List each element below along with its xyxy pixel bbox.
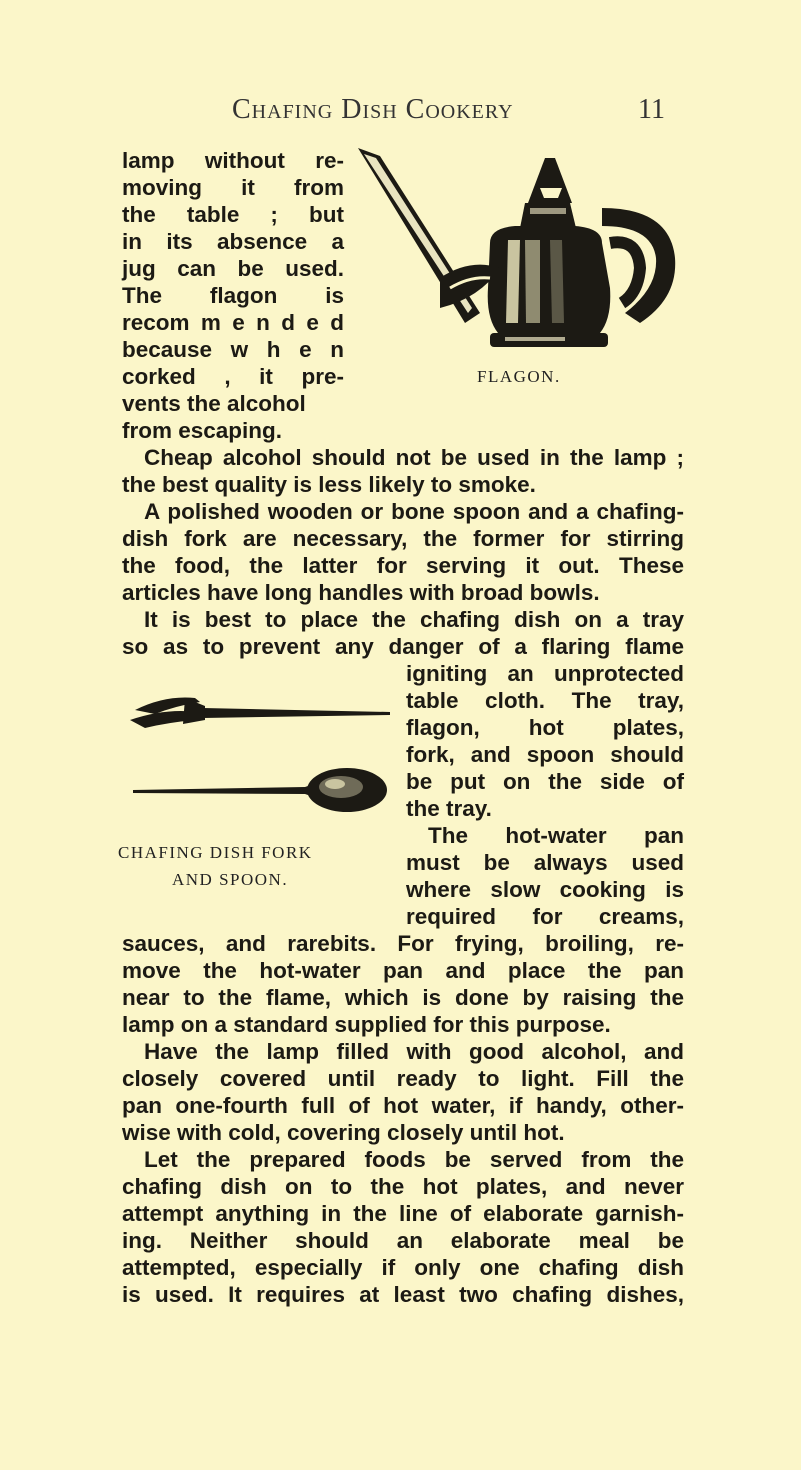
text-line: It is best to place the chafing dish on a tray	[144, 607, 684, 632]
text-line: vents the alcohol	[122, 391, 306, 416]
running-header-title: Chafing Dish Cookery	[232, 94, 514, 125]
text-line: corked , it pre-	[122, 364, 344, 389]
text-line: closely covered until ready to light. Fill the	[122, 1066, 684, 1091]
text-line: is used. It requires at least two chafing dishes,	[122, 1282, 684, 1307]
text-line: pan one-fourth full of hot water, if handy, other-	[122, 1093, 684, 1118]
fork-spoon-caption-line2: AND SPOON.	[172, 870, 289, 889]
text-line: The hot-water pan	[428, 823, 684, 848]
text-line: The flagon is	[122, 283, 344, 308]
page-number: 11	[638, 94, 665, 125]
text-line: the best quality is less likely to smoke.	[122, 472, 536, 497]
fork-and-spoon-illustration-icon	[125, 690, 395, 820]
text-line: the food, the latter for serving it out. These	[122, 553, 684, 578]
text-line: move the hot-water pan and place the pan	[122, 958, 684, 983]
text-line: attempt anything in the line of elaborate garnish-	[122, 1201, 684, 1226]
text-line: recom m e n d e d	[122, 310, 344, 335]
text-line: ing. Neither should an elaborate meal be	[122, 1228, 684, 1253]
text-line: near to the flame, which is done by raising the	[122, 985, 684, 1010]
text-line: be put on the side of	[406, 769, 684, 794]
text-line: attempted, especially if only one chafing dish	[122, 1255, 684, 1280]
text-line: lamp without re-	[122, 148, 344, 173]
text-line: articles have long handles with broad bowls.	[122, 580, 600, 605]
flagon-caption: FLAGON.	[477, 367, 561, 386]
fork-spoon-caption-line1: CHAFING DISH FORK	[118, 843, 313, 862]
text-line: lamp on a standard supplied for this purpose.	[122, 1012, 611, 1037]
text-line: A polished wooden or bone spoon and a chafing-	[144, 499, 684, 524]
text-line: moving it from	[122, 175, 344, 200]
text-line: where slow cooking is	[406, 877, 684, 902]
text-line: required for creams,	[406, 904, 684, 929]
text-line: chafing dish on to the hot plates, and never	[122, 1174, 684, 1199]
text-line: so as to prevent any danger of a flaring flame	[122, 634, 684, 659]
text-line: from escaping.	[122, 418, 283, 443]
text-line: in its absence a	[122, 229, 344, 254]
text-line: Let the prepared foods be served from the	[144, 1147, 684, 1172]
text-line: the table ; but	[122, 202, 344, 227]
text-line: sauces, and rarebits. For frying, broiling, re-	[122, 931, 684, 956]
text-line: igniting an unprotected	[406, 661, 684, 686]
text-line: because w h e n	[122, 337, 344, 362]
text-line: Have the lamp filled with good alcohol, and	[144, 1039, 684, 1064]
text-line: flagon, hot plates,	[406, 715, 684, 740]
text-line: dish fork are necessary, the former for stirring	[122, 526, 684, 551]
text-line: jug can be used.	[122, 256, 344, 281]
flagon-illustration-icon	[340, 148, 680, 358]
text-line: table cloth. The tray,	[406, 688, 684, 713]
text-line: Cheap alcohol should not be used in the lamp ;	[144, 445, 684, 470]
text-line: the tray.	[406, 796, 492, 821]
text-line: must be always used	[406, 850, 684, 875]
text-line: wise with cold, covering closely until hot.	[122, 1120, 565, 1145]
text-line: fork, and spoon should	[406, 742, 684, 767]
running-header	[0, 94, 801, 134]
